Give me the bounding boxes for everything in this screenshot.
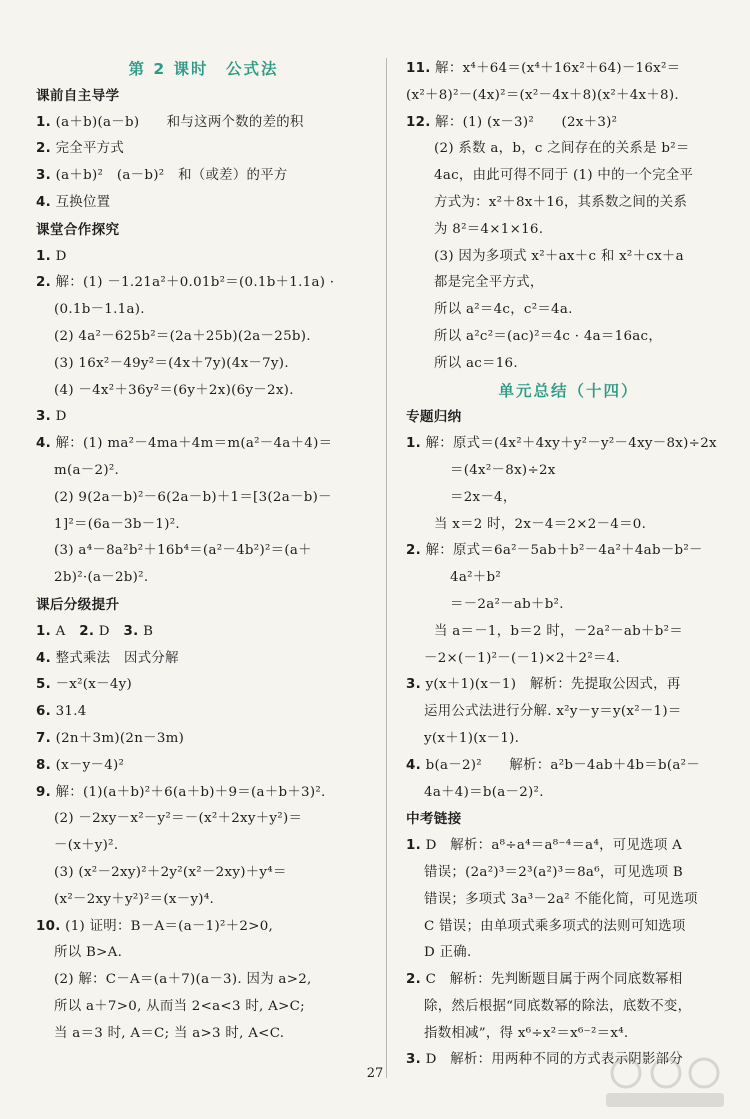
answer-line — [406, 753, 731, 780]
line-text: m(a－2)². — [54, 462, 120, 478]
line-text: 错误；(2a²)³＝2³(a²)³＝8a⁶，可见选项 B — [424, 864, 684, 880]
line-text: (x²－2xy＋y²)²＝(x－y)⁴. — [54, 891, 215, 907]
answer-line — [406, 190, 731, 217]
line-text: 解：(1)(a＋b)²＋6(a＋b)＋9＝(a＋b＋3)². — [51, 784, 326, 800]
line-text: 所以 a²c²＝(ac)²＝4c · 4a＝16ac， — [434, 328, 663, 344]
item-number: 12. — [406, 114, 431, 130]
answer-line — [406, 967, 731, 994]
item-number: 1. — [36, 248, 52, 264]
item-number: 11. — [406, 61, 431, 76]
answer-line — [406, 860, 731, 887]
line-text: 当 a＝3 时, A＝C; 当 a>3 时, A<C. — [54, 1025, 285, 1041]
line-text: (a＋b)² (a－b)² 和（或差）的平方 — [51, 168, 288, 184]
answer-line — [36, 780, 371, 807]
answer-line — [406, 887, 731, 914]
answer-line — [406, 726, 731, 753]
item-number: 4. — [406, 757, 422, 773]
item-number: 2. — [406, 543, 422, 559]
answer-line — [406, 1021, 731, 1048]
line-text: 2b)²·(a－2b)². — [54, 570, 149, 586]
answer-line — [36, 512, 371, 539]
answer-line — [406, 619, 731, 646]
line-text: 整式乘法 因式分解 — [51, 650, 179, 666]
line-text: D — [51, 248, 67, 264]
line-text: 1]²＝(6a－3b－1)². — [54, 516, 180, 532]
answer-line — [36, 136, 371, 163]
section-heading — [36, 83, 371, 110]
watermark-logo — [586, 1051, 736, 1113]
answer-line — [406, 592, 731, 619]
item-number: 4. — [36, 436, 52, 452]
item-number: 7. — [36, 730, 52, 746]
answer-line — [36, 806, 371, 833]
answer-line — [36, 887, 371, 914]
answer-line — [406, 110, 731, 137]
answer-line — [36, 994, 371, 1021]
answer-line — [406, 833, 731, 860]
answer-line — [406, 217, 731, 244]
line-text: 都是完全平方式， — [434, 275, 544, 291]
item-number: 3. — [36, 168, 52, 184]
answer-line — [406, 512, 731, 539]
line-text: 专题归纳 — [406, 409, 462, 426]
answer-line — [406, 699, 731, 726]
line-text: 所以 a²＝4c，c²＝4a. — [434, 302, 573, 318]
answer-line — [36, 538, 371, 565]
answer-line — [36, 244, 371, 271]
line-text: 完全平方式 — [51, 141, 125, 157]
line-text: (1) 证明：B－A＝(a－1)²＋2>0, — [60, 918, 274, 934]
line-text: 解：(1) ma²－4ma＋4m＝m(a²－4a＋4)＝ — [51, 436, 333, 452]
line-text: 当 x＝2 时，2x－4＝2×2－4＝0. — [434, 516, 647, 532]
answer-line — [36, 431, 371, 458]
line-text: 解：x⁴＋64＝(x⁴＋16x²＋64)－16x²＝ — [430, 61, 681, 76]
line-text: (3) (x²－2xy)²＋2y²(x²－2xy)＋y⁴＝ — [54, 864, 287, 880]
line-text: C 解析：先判断题目属于两个同底数幂相 — [421, 972, 683, 988]
line-text: 课堂合作探究 — [36, 221, 120, 238]
line-text: D 解析：用两种不同的方式表示阴影部分 — [421, 1052, 684, 1068]
answer-line — [406, 485, 731, 512]
line-text: 解：原式＝(4x²＋4xy＋y²－y²－4xy－8x)÷2x — [421, 436, 717, 452]
line-text: D 解析：a⁸÷a⁴＝a⁸⁻⁴＝a⁴，可见选项 A — [421, 838, 683, 854]
answer-line — [406, 565, 731, 592]
answer-line — [406, 163, 731, 190]
answer-line — [36, 860, 371, 887]
line-text: D 正确. — [424, 945, 472, 961]
answer-line — [406, 431, 731, 458]
line-text: 除，然后根据“同底数幂的除法，底数不变， — [424, 998, 692, 1014]
answer-line — [406, 136, 731, 163]
line-text: 所以 B>A. — [54, 945, 123, 961]
line-text: 课后分级提升 — [36, 596, 120, 613]
section-heading — [406, 404, 731, 431]
line-text: ＝－2a²－ab＋b². — [450, 596, 564, 612]
line-text: B — [138, 623, 154, 639]
line-text: (3) a⁴－8a²b²＋16b⁴＝(a²－4b²)²＝(a＋ — [54, 543, 312, 559]
section-heading — [406, 806, 731, 833]
line-text: 运用公式法进行分解. x²y－y＝y(x²－1)＝ — [424, 704, 682, 720]
answer-line — [406, 244, 731, 271]
line-text: 指数相减”，得 x⁶÷x²＝x⁶⁻²＝x⁴. — [424, 1025, 629, 1041]
line-text: 方式为：x²＋8x＋16，其系数之间的关系 — [434, 194, 688, 210]
item-number: 10. — [36, 918, 61, 934]
answer-line — [36, 190, 371, 217]
section-heading — [36, 592, 371, 619]
item-number: 1. — [406, 436, 422, 452]
answer-line — [36, 646, 371, 673]
item-number: 1. — [36, 114, 52, 130]
line-text: －(x＋y)². — [54, 838, 119, 854]
answer-line — [36, 485, 371, 512]
right-column — [406, 56, 731, 1074]
line-text: (2) 解：C－A＝(a＋7)(a－3). 因为 a>2, — [54, 972, 312, 988]
answer-line — [406, 914, 731, 941]
item-number: 9. — [36, 784, 52, 800]
line-text: －x²(x－4y) — [51, 677, 133, 693]
section-title — [36, 56, 371, 83]
page-number: 27 — [366, 1066, 384, 1081]
item-number: 4. — [36, 194, 52, 210]
line-text: y(x＋1)(x－1) 解析：先提取公因式，再 — [421, 677, 681, 693]
answer-line — [406, 994, 731, 1021]
line-text: 4a＋4)＝b(a－2)². — [424, 784, 544, 800]
answer-line — [406, 646, 731, 673]
item-number: 6. — [36, 704, 52, 720]
line-text: (x²＋8)²－(4x)²＝(x²－4x＋8)(x²＋4x＋8). — [406, 87, 679, 103]
answer-line — [406, 324, 731, 351]
answer-line — [406, 56, 731, 83]
line-text: C 错误；由单项式乘多项式的法则可知选项 — [424, 918, 686, 934]
line-text: 解：(1) (x－3)² (2x＋3)² — [430, 114, 618, 130]
item-number: 3. — [406, 1052, 422, 1068]
line-text: (0.1b－1.1a). — [54, 302, 145, 318]
answer-line — [36, 324, 371, 351]
line-text: ＝2x－4， — [450, 489, 517, 505]
item-number: 1. — [36, 623, 52, 639]
line-text: (2n＋3m)(2n－3m) — [51, 730, 185, 746]
line-text: (3) 因为多项式 x²＋ax＋c 和 x²＋cx＋a — [434, 248, 684, 264]
item-number: 2. — [36, 141, 52, 157]
line-text: b(a－2)² 解析：a²b－4ab＋4b＝b(a²－ — [421, 757, 701, 773]
section-title — [406, 378, 731, 405]
line-text: 为 8²＝4×1×16. — [434, 221, 544, 237]
answer-line — [406, 538, 731, 565]
answer-line — [36, 565, 371, 592]
answer-line — [36, 967, 371, 994]
line-text: D — [94, 623, 124, 639]
line-text: 错误；多项式 3a³－2a² 不能化简，可见选项 — [424, 891, 698, 907]
item-number: 3. — [123, 623, 139, 639]
answer-line — [36, 672, 371, 699]
item-number: 3. — [406, 677, 422, 693]
line-text: －2×(－1)²－(－1)×2＋2²＝4. — [424, 650, 621, 666]
answer-line — [36, 699, 371, 726]
answer-line — [406, 780, 731, 807]
item-number: 4. — [36, 650, 52, 666]
line-text: 第 2 课时 公式法 — [128, 60, 279, 78]
answer-line — [36, 753, 371, 780]
line-text: 31.4 — [51, 704, 87, 720]
answer-line — [36, 619, 371, 646]
item-number: 3. — [36, 409, 52, 425]
item-number: 8. — [36, 757, 52, 773]
line-text: 解：(1) －1.21a²＋0.01b²＝(0.1b＋1.1a) · — [51, 275, 335, 291]
answer-line — [36, 378, 371, 405]
line-text: A — [51, 623, 80, 639]
answer-line — [36, 163, 371, 190]
item-number: 5. — [36, 677, 52, 693]
line-text: 单元总结（十四） — [498, 381, 639, 400]
line-text: (3) 16x²－49y²＝(4x＋7y)(4x－7y). — [54, 355, 289, 371]
answer-line — [406, 270, 731, 297]
line-text: 互换位置 — [51, 194, 111, 210]
line-text: 4a²＋b² — [450, 570, 502, 586]
line-text: (x－y－4)² — [51, 757, 125, 773]
line-text: (4) －4x²＋36y²＝(6y＋2x)(6y－2x). — [54, 382, 294, 398]
line-text: y(x＋1)(x－1). — [424, 730, 520, 746]
line-text: D — [51, 409, 67, 425]
answer-line — [36, 458, 371, 485]
answer-line — [406, 672, 731, 699]
line-text: 课前自主导学 — [36, 87, 120, 104]
line-text: 解：原式＝6a²－5ab＋b²－4a²＋4ab－b²－ — [421, 543, 703, 559]
line-text: (2) －2xy－x²－y²＝－(x²＋2xy＋y²)＝ — [54, 811, 303, 827]
item-number: 1. — [406, 838, 422, 854]
item-number: 2. — [36, 275, 52, 291]
line-text: 所以 ac＝16. — [434, 355, 518, 371]
line-text: (2) 系数 a，b，c 之间存在的关系是 b²＝ — [434, 141, 690, 157]
answer-line — [406, 940, 731, 967]
answer-line — [406, 297, 731, 324]
left-column — [36, 56, 371, 1047]
line-text: 中考链接 — [406, 811, 462, 828]
answer-line — [406, 458, 731, 485]
answer-line — [36, 833, 371, 860]
column-divider — [386, 58, 387, 1078]
answer-line — [36, 270, 371, 297]
line-text: (2) 4a²－625b²＝(2a＋25b)(2a－25b). — [54, 328, 311, 344]
answer-line — [36, 1021, 371, 1048]
item-number: 2. — [79, 623, 95, 639]
item-number: 2. — [406, 972, 422, 988]
line-text: 当 a＝－1，b＝2 时，－2a²－ab＋b²＝ — [434, 623, 683, 639]
answer-line — [36, 940, 371, 967]
line-text: (a＋b)(a－b) 和与这两个数的差的积 — [51, 114, 304, 130]
answer-line — [36, 110, 371, 137]
answer-line — [36, 351, 371, 378]
answer-line — [36, 726, 371, 753]
line-text: 4ac，由此可得不同于 (1) 中的一个完全平 — [434, 168, 694, 184]
answer-line — [406, 83, 731, 110]
answer-line — [36, 914, 371, 941]
answer-line — [36, 404, 371, 431]
line-text: ＝(4x²－8x)÷2x — [450, 462, 556, 478]
answer-line — [406, 351, 731, 378]
section-heading — [36, 217, 371, 244]
line-text: 所以 a＋7>0, 从而当 2<a<3 时, A>C; — [54, 998, 305, 1014]
line-text: (2) 9(2a－b)²－6(2a－b)＋1＝[3(2a－b)－ — [54, 489, 332, 505]
answer-line — [36, 297, 371, 324]
